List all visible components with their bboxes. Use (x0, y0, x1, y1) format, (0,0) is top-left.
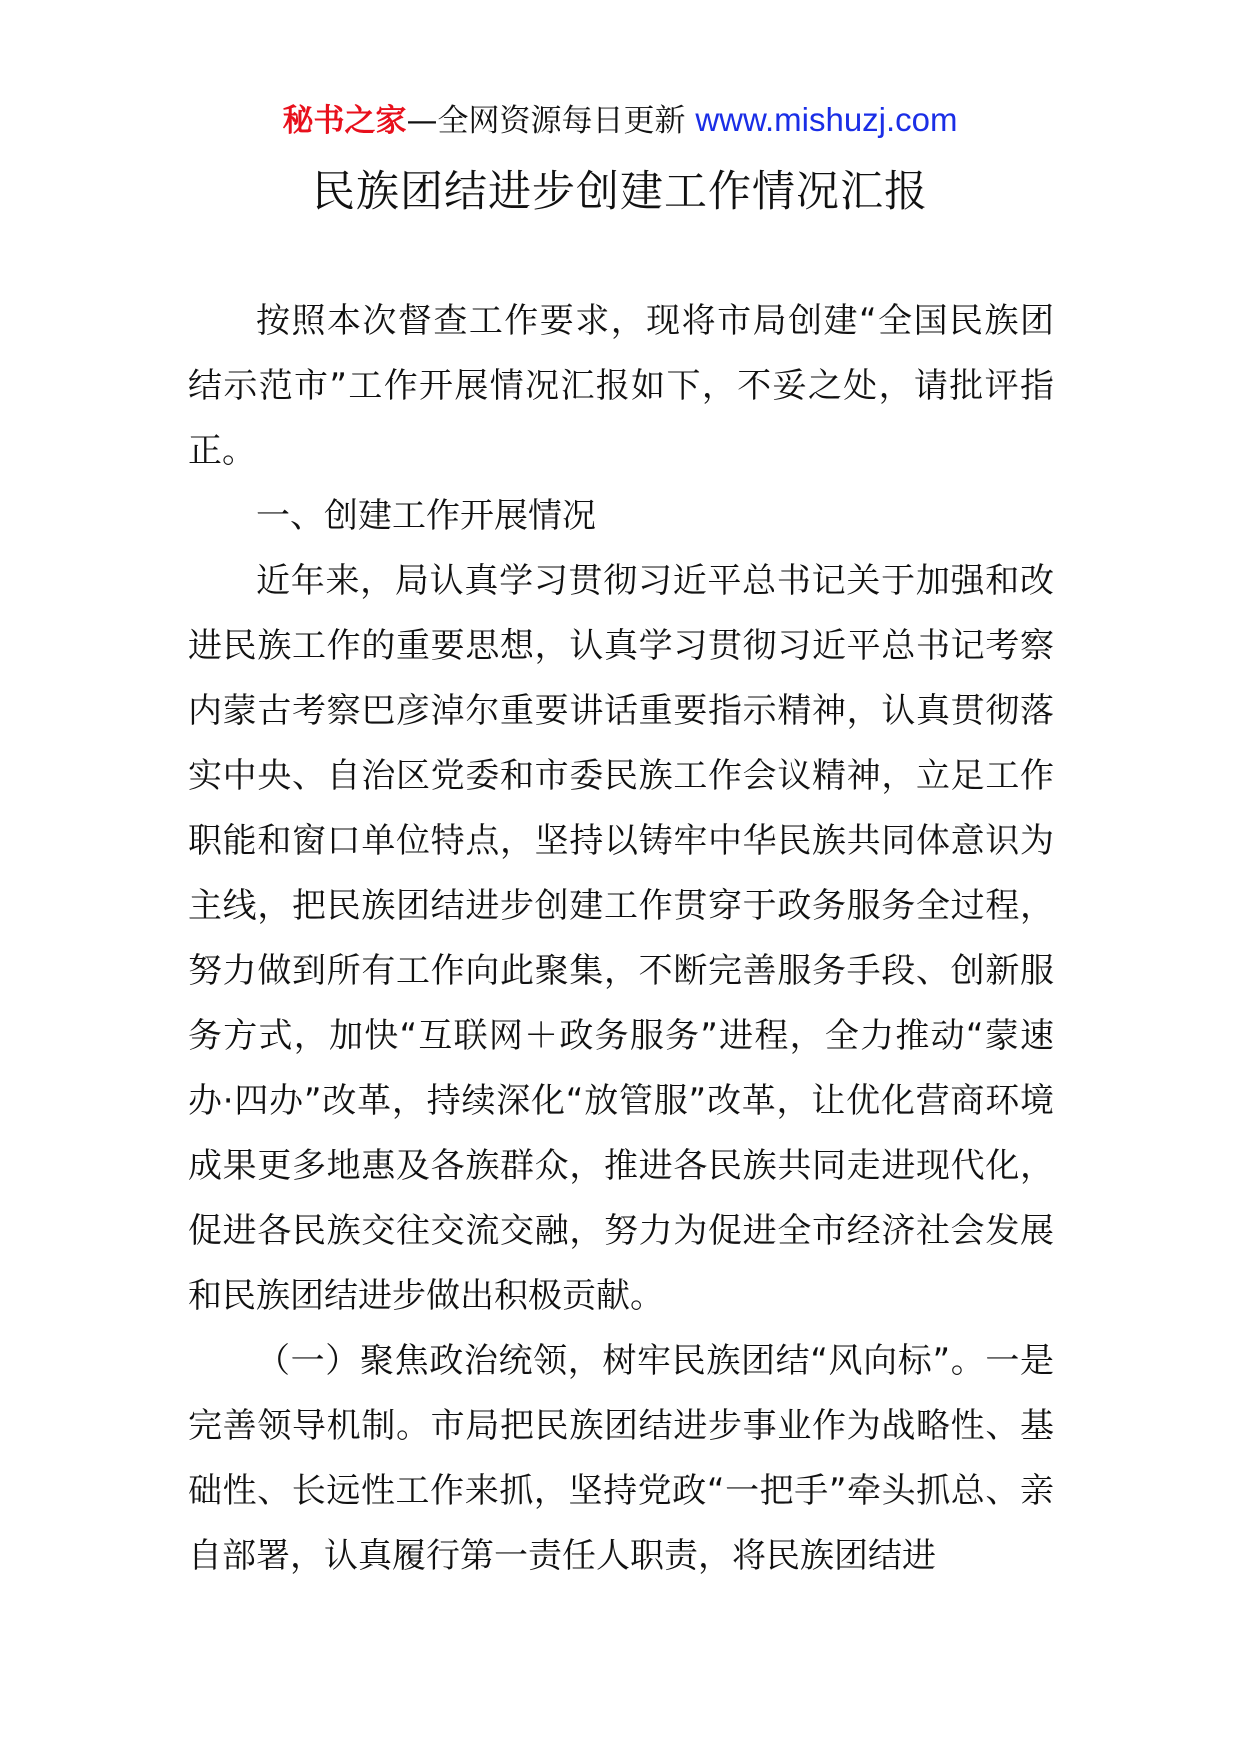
brand-name: 秘书之家 (282, 103, 407, 139)
site-link[interactable]: www.mishuzj.com (695, 101, 958, 138)
intro-paragraph: 按照本次督查工作要求，现将市局创建“全国民族团结示范市”工作开展情况汇报如下，不妥之处，请批评指正。 (188, 301, 1054, 471)
site-header (0, 98, 1240, 143)
header-slogan: —全网资源每日更新 (406, 103, 686, 139)
body-paragraph: （一）聚焦政治统领，树牢民族团结“风向标”。一是完善领导机制。市局把民族团结进步事业作为战略性、基础性、长远性工作来抓，坚持党政“一把手”牵头抓总、亲自部署，认真履行第一责任人职责，将民族团结进 (188, 1341, 1054, 1576)
document-body (188, 289, 1054, 1589)
section-heading: 一、创建工作开展情况 (256, 496, 596, 536)
document-title: 民族团结进步创建工作情况汇报 (312, 167, 928, 217)
body-paragraph: 近年来，局认真学习贯彻习近平总书记关于加强和改进民族工作的重要思想，认真学习贯彻习近平总书记考察内蒙古考察巴彦淖尔重要讲话重要指示精神，认真贯彻落实中央、自治区党委和市委民族工作会议精神，立足工作职能和窗口单位特点，坚持以铸牢中华民族共同体意识为主线，把民族团结进步创建工作贯穿于政务服务全过程，努力做到所有工作向此聚集，不断完善服务手段、创新服务方式，加快“互联网＋政务服务”进程，全力推动“蒙速办·四办”改革，持续深化“放管服”改革，让优化营商环境成果更多地惠及各族群众，推进各民族共同走进现代化，促进各民族交往交流交融，努力为促进全市经济社会发展和民族团结进步做出积极贡献。 (188, 561, 1054, 1316)
